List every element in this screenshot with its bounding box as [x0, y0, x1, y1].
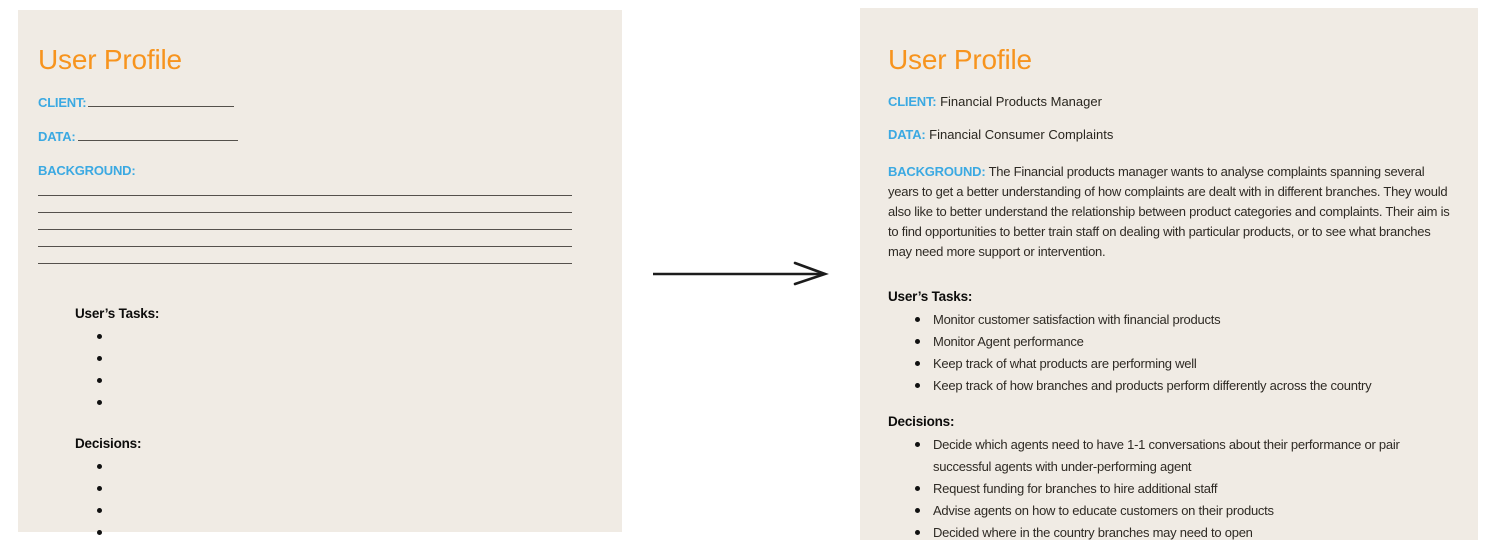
- blank-rule-line: [38, 196, 572, 213]
- background-blank-lines: [38, 179, 572, 264]
- blank-rule-line: [38, 179, 572, 196]
- background-text: The Financial products manager wants to analyse complaints spanning several years to get a better understanding of how complaints are dealt with in different branches. They would also like to better understand the relationship between product categories and complaints. Their aim is to find opportunities to better train staff on dealing with particular products, or to see what branches may need more support or intervention.: [888, 164, 1450, 259]
- background-label: BACKGROUND:: [888, 164, 986, 179]
- list-item: [97, 522, 586, 544]
- list-item: [97, 392, 586, 414]
- background-label: BACKGROUND:: [38, 163, 136, 178]
- bullet-text: Advise agents on how to educate customers on their products: [933, 503, 1274, 518]
- data-field-row: [38, 129, 586, 144]
- decisions-list: [888, 434, 1456, 544]
- bullet-icon: [915, 530, 920, 535]
- page-title: User Profile: [888, 44, 1032, 75]
- list-item: [97, 348, 586, 370]
- bullet-text: Monitor Agent performance: [933, 334, 1084, 349]
- decisions-heading: Decisions:: [888, 414, 955, 429]
- client-value: Financial Products Manager: [940, 94, 1102, 109]
- data-blank-line: [78, 129, 238, 141]
- bullet-icon: [97, 464, 102, 469]
- page-title: User Profile: [38, 44, 182, 75]
- list-item: [97, 326, 586, 348]
- client-blank-line: [88, 95, 234, 107]
- list-item: [97, 500, 586, 522]
- bullet-icon: [97, 508, 102, 513]
- list-item: [97, 456, 586, 478]
- tasks-list: [888, 309, 1456, 397]
- data-value: Financial Consumer Complaints: [929, 127, 1114, 142]
- list-item: [915, 331, 1456, 353]
- blank-rule-line: [38, 213, 572, 230]
- bullet-icon: [97, 378, 102, 383]
- list-item: [915, 434, 1456, 478]
- user-profile-template-card: [18, 10, 622, 532]
- bullet-icon: [97, 400, 102, 405]
- right-arrow-icon: [645, 252, 835, 296]
- bullet-icon: [97, 356, 102, 361]
- bullet-icon: [915, 486, 920, 491]
- tasks-heading: User’s Tasks:: [888, 289, 973, 304]
- template-sections: [75, 306, 586, 544]
- bullet-icon: [97, 334, 102, 339]
- decisions-heading: Decisions:: [75, 436, 142, 451]
- data-label: DATA:: [888, 127, 926, 142]
- bullet-icon: [915, 508, 920, 513]
- tasks-heading: User’s Tasks:: [75, 306, 160, 321]
- bullet-text: Decide which agents need to have 1-1 conversations about their performance or pair successful agents with under-performing agent: [933, 437, 1400, 474]
- user-profile-filled-card: [860, 8, 1478, 540]
- decisions-list: [75, 456, 586, 544]
- background-paragraph: [888, 162, 1456, 262]
- bullet-icon: [915, 317, 920, 322]
- list-item: [915, 375, 1456, 397]
- bullet-icon: [915, 383, 920, 388]
- bullet-text: Monitor customer satisfaction with financial products: [933, 312, 1221, 327]
- bullet-icon: [915, 361, 920, 366]
- client-label: CLIENT:: [38, 95, 87, 110]
- data-field-row: [888, 128, 1456, 142]
- list-item: [97, 370, 586, 392]
- list-item: [915, 309, 1456, 331]
- bullet-icon: [97, 530, 102, 535]
- list-item: [97, 478, 586, 500]
- bullet-icon: [915, 442, 920, 447]
- list-item: [915, 522, 1456, 544]
- bullet-icon: [915, 339, 920, 344]
- bullet-text: Keep track of how branches and products perform differently across the country: [933, 378, 1372, 393]
- bullet-icon: [97, 486, 102, 491]
- bullet-text: Decided where in the country branches may need to open: [933, 525, 1253, 540]
- list-item: [915, 478, 1456, 500]
- data-label: DATA:: [38, 129, 76, 144]
- client-field-row: [888, 95, 1456, 109]
- list-item: [915, 353, 1456, 375]
- bullet-text: Keep track of what products are performing well: [933, 356, 1197, 371]
- client-field-row: [38, 95, 586, 110]
- bullet-text: Request funding for branches to hire additional staff: [933, 481, 1218, 496]
- blank-rule-line: [38, 230, 572, 247]
- blank-rule-line: [38, 247, 572, 264]
- tasks-list: [75, 326, 586, 414]
- client-label: CLIENT:: [888, 94, 937, 109]
- list-item: [915, 500, 1456, 522]
